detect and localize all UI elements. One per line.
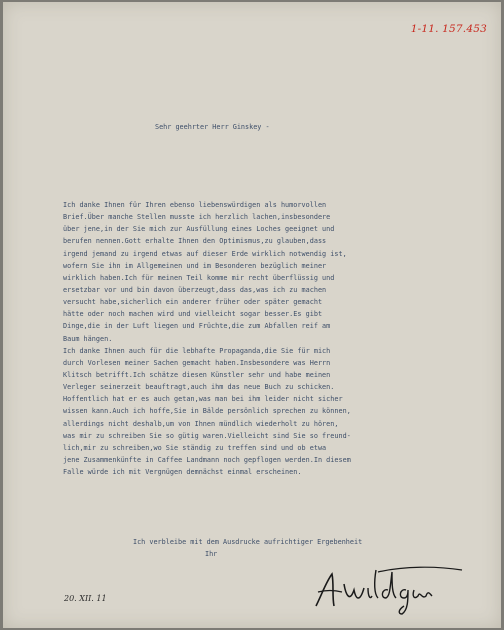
body-line: irgend jemand zu irgend etwas auf dieser Erde wirklich notwendig ist,	[63, 249, 347, 258]
letter-paper	[3, 2, 501, 628]
body-line: lich,mir zu schreiben,wo Sie ständig zu treffen sind und ob etwa	[63, 443, 327, 452]
closing	[133, 536, 362, 560]
body-line: allerdings nicht deshalb,um von Ihnen mündlich wiederholt zu hören,	[63, 419, 339, 428]
body-line: Hoffentlich hat er es auch getan,was man bei ihm leider nicht sicher	[63, 395, 343, 404]
body-line: hätte oder noch machen wird und vielleicht sogar besser.Es gibt	[63, 310, 323, 319]
body-line: Baum hängen.	[63, 334, 113, 343]
body-line: Ich danke Ihnen auch für die lebhafte Propaganda,die Sie für mich	[63, 346, 331, 355]
body-line: über jene,in der Sie mich zur Ausfüllung eines Loches geeignet und	[63, 225, 335, 234]
body-line: versucht habe,sicherlich ein anderer früher oder später gemacht	[63, 298, 323, 307]
body-line: was mir zu schreiben Sie so gütig waren.Vielleicht sind Sie so freund-	[63, 431, 351, 440]
salutation: Sehr geehrter Herr Ginskey -	[155, 123, 270, 131]
body-line: Falle würde ich mit Vergnügen demnächst einmal erscheinen.	[63, 468, 302, 477]
body-line: ersetzbar vor und bin davon überzeugt,dass das,was ich zu machen	[63, 285, 327, 294]
body-line: jene Zusammenkünfte in Caffee Landmann noch gepflogen werden.In diesem	[63, 455, 351, 464]
body-line: Klitsch betrifft.Ich schätze diesen Künstler sehr und habe meinen	[63, 370, 331, 379]
closing-word: Ihr	[205, 550, 218, 559]
letter-date: 20. XII. 11	[64, 594, 107, 603]
body-line: berufen nennen.Gott erhalte Ihnen den Optimismus,zu glauben,dass	[63, 237, 327, 246]
body-line: wofern Sie ihn im Allgemeinen und im Besonderen bezüglich meiner	[63, 261, 327, 270]
closing-line: Ich verbleibe mit dem Ausdrucke aufrichtiger Ergebenheit	[133, 538, 363, 546]
archive-reference-number: 1-11. 157.453	[410, 23, 487, 35]
body-line: wissen kann.Auch ich hoffe,Sie in Bälde persönlich sprechen zu können,	[63, 407, 351, 416]
body-line: Brief.Über manche Stellen musste ich herzlich lachen,insbesondere	[63, 213, 331, 222]
body-line: Verleger seinerzeit beauftragt,auch ihm das neue Buch zu schicken.	[63, 383, 335, 392]
body-line: durch Vorlesen meiner Sachen gemacht haben.Insbesondere was Herrn	[63, 358, 331, 367]
body-line: Ich danke Ihnen für Ihren ebenso liebenswürdigen als humorvollen	[63, 201, 327, 209]
body-line: wirklich haben.Ich für meinen Teil komme mir recht überflüssig und	[63, 273, 335, 282]
letter-body	[63, 199, 453, 478]
body-line: Dinge,die in der Luft liegen und Früchte,die zum Abfallen reif am	[63, 322, 331, 331]
handwritten-signature	[308, 560, 468, 620]
